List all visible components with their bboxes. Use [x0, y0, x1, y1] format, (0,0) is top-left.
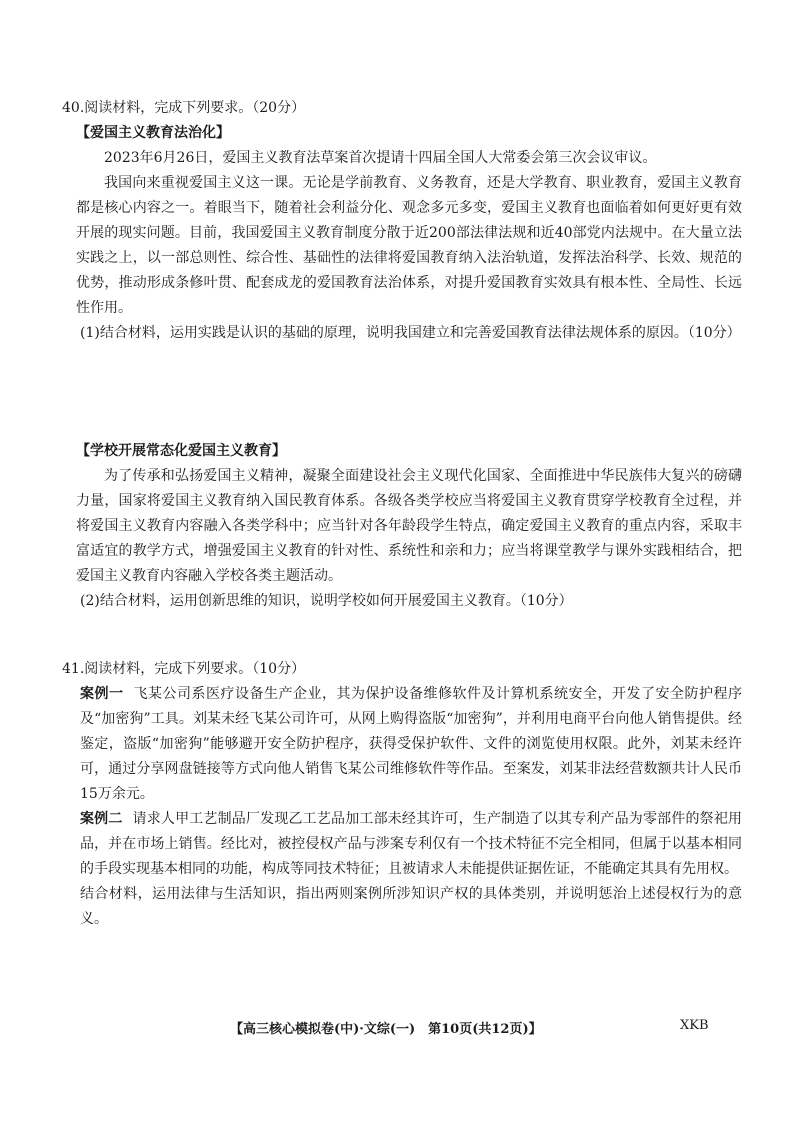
case-2-text: 请求人甲工艺制品厂发现乙工艺品加工部未经其许可，生产制造了以其专利产品为零部件的祭祀用品，并在市场上销售。经比对，被控侵权产品与涉案专利仅有一个技术特征不完全相同，但属于以基本相同的手段实现基本相同的功能，构成等同技术特征；且被请求人未能提供证据佐证，不能确定其具有先用权。	[80, 811, 743, 877]
question-40-title: 40.阅读材料，完成下列要求。（20分）	[62, 100, 306, 116]
paragraph-2: 我国向来重视爱国主义这一课。无论是学前教育、义务教育，还是大学教育、职业教育，爱国主义教育都是核心内容之一。着眼当下，随着社会利益分化、观念多元多变，爱国主义教育也面临着如何更好更有效开展的现实问题。目前，我国爱国主义教育制度分散于近200部法律法规和近40部党内法规中。在大量立法实践之上，以一部总则性、综合性、基础性的法律将爱国教育纳入法治轨道，发挥法治科学、长效、规范的优势，推动形成条修叶贯、配套成龙的爱国教育法治体系，对提升爱国教育实效具有根本性、全局性、长远性作用。	[76, 175, 742, 316]
footer-page-info: 【高三核心模拟卷(中)·文综(一) 第10页(共12页)】	[230, 1022, 542, 1037]
question-40	[62, 96, 742, 609]
sub-question-2: (2)结合材料，运用创新思维的知识，说明学校如何开展爱国主义教育。（10分）	[80, 593, 573, 609]
question-41-title: 41.阅读材料，完成下列要求。（10分）	[62, 661, 306, 677]
section-2	[62, 439, 742, 614]
question-41-ask: 结合材料，运用法律与生活知识，指出两则案例所涉知识产权的具体类别，并说明惩治上述侵权行为的意义。	[80, 886, 742, 927]
case-2	[80, 807, 742, 882]
paragraph-1: 2023年6月26日，爱国主义教育法草案首次提请十四届全国人大常委会第三次会议审议。	[104, 150, 657, 166]
section-heading-2: 【学校开展常态化爱国主义教育】	[76, 443, 286, 459]
paragraph-3: 为了传承和弘扬爱国主义精神，凝聚全面建设社会主义现代化国家、全面推进中华民族伟大复兴的磅礴力量，国家将爱国主义教育纳入国民教育体系。各级各类学校应当将爱国主义教育贯穿学校教育全过程，并将爱国主义教育内容融入各类学科中；应当针对各年龄段学生特点，确定爱国主义教育的重点内容，采取丰富适宜的教学方式，增强爱国主义教育的针对性、系统性和亲和力；应当将课堂教学与课外实践相结合，把爱国主义教育内容融入学校各类主题活动。	[76, 468, 742, 584]
case-1	[80, 682, 742, 807]
footer-code: XKB	[680, 1018, 709, 1033]
question-41	[62, 657, 742, 932]
case-1-text: 飞某公司系医疗设备生产企业，其为保护设备维修软件及计算机系统安全，开发了安全防护程序及“加密狗”工具。刘某未经飞某公司许可，从网上购得盗版“加密狗”，并利用电商平台向他人销售提供。经鉴定，盗版“加密狗”能够避开安全防护程序，获得受保护软件、文件的浏览使用权限。此外，刘某未经许可，通过分享网盘链接等方式向他人销售飞某公司维修软件等作品。至案发，刘某非法经营数额共计人民币15万余元。	[80, 686, 742, 802]
sub-question-1: (1)结合材料，运用实践是认识的基础的原理，说明我国建立和完善爱国教育法律法规体系的原因。（10分）	[80, 325, 741, 341]
case-2-label: 案例二	[80, 811, 123, 827]
section-heading-1: 【爱国主义教育法治化】	[76, 125, 230, 141]
case-1-label: 案例一	[80, 686, 124, 702]
